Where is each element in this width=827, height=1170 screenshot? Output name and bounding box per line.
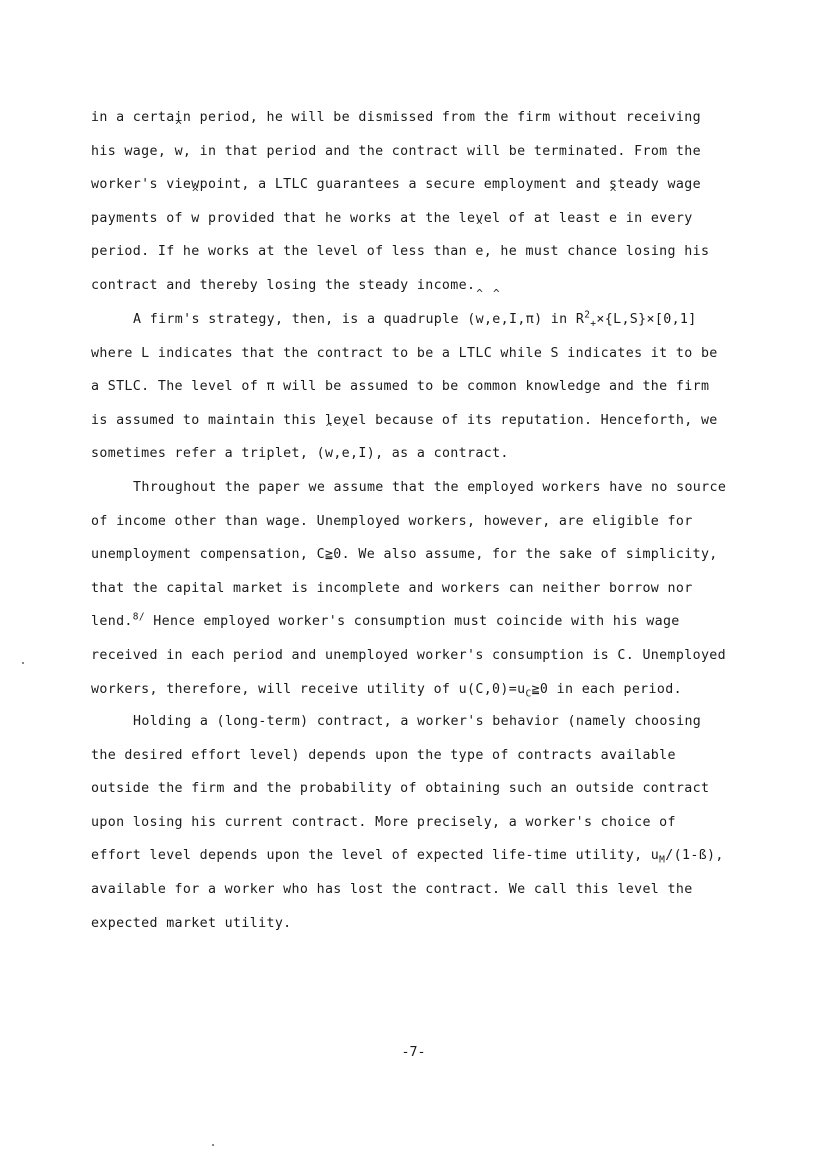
text-line: unemployment compensation, C≧0. We also assume, for the sake of simplicity, — [91, 547, 718, 563]
paragraph-firm-strategy — [91, 303, 741, 471]
paragraph-continuation — [91, 101, 741, 303]
text-line: workers, therefore, will receive utility of $u(C,0)=u_C≧0$ in each period. — [91, 681, 682, 700]
text-line: A firm's strategy, then, is a quadruple (^ w,^ e,I,π) in $R^2_+\times\{L,S\}\times[0,1]$ — [91, 303, 741, 337]
w-hat-symbol: ^ w — [476, 303, 484, 337]
text-line: outside the firm and the probability of obtaining such an outside contract — [91, 781, 710, 797]
w-hat-symbol: ^ w — [325, 437, 333, 471]
text-line: effort level depends upon the level of expected life-time utility, $u_M/(1-ß)$, — [91, 848, 724, 867]
superscript: 2 — [584, 309, 591, 321]
text-line: upon losing his current contract. More precisely, a worker's choice of — [91, 814, 676, 830]
text-line: period. If he works at the level of less than ^ e, he must chance losing his — [91, 235, 741, 269]
text-line: received in each period and unemployed worker's consumption is C. Unemployed — [91, 647, 727, 663]
footnote-marker: 8/ — [132, 611, 145, 623]
text-line: worker's viewpoint, a LTLC guarantees a secure employment and steady wage — [91, 177, 701, 193]
text-line: contract and thereby losing the steady income. — [91, 277, 476, 293]
subscript: C — [525, 688, 532, 700]
text-line: the desired effort level) depends upon the type of contracts available — [91, 747, 676, 763]
text-line: payments of ^ w provided that he works at the level of at least ^ e in every — [91, 202, 741, 236]
scan-speck — [22, 662, 24, 664]
text-line: that the capital market is incomplete and workers can neither borrow nor — [91, 580, 693, 596]
paragraph-assumptions — [91, 471, 741, 706]
w-hat-symbol: ^ w — [175, 135, 183, 169]
w-hat-symbol: ^ w — [191, 202, 199, 236]
text-line: expected market utility. — [91, 915, 292, 931]
text-line: lend.$^{8/}$ Hence employed worker's consumption must coincide with his wage — [91, 611, 680, 630]
text-line: Throughout the paper we assume that the employed workers have no source — [133, 480, 727, 495]
text-line: where L indicates that the contract to be a LTLC while S indicates it to be — [91, 345, 718, 361]
text-line: available for a worker who has lost the contract. We call this level the — [91, 881, 693, 897]
e-hat-symbol: ^ e — [342, 437, 350, 471]
text-line: Holding a (long-term) contract, a worker's behavior (namely choosing — [133, 714, 702, 729]
e-hat-symbol: ^ e — [475, 235, 483, 269]
scan-speck — [212, 1144, 214, 1146]
text-line: is assumed to maintain this level because of its reputation. Henceforth, we — [91, 412, 718, 428]
text-line: a STLC. The level of π will be assumed to be common knowledge and the firm — [91, 379, 710, 395]
subscript: M — [659, 855, 666, 867]
text-line: in a certain period, he will be dismissed from the firm without receiving — [91, 110, 701, 125]
e-hat-symbol: ^ e — [492, 303, 500, 337]
text-line: of income other than wage. Unemployed workers, however, are eligible for — [91, 513, 693, 529]
subscript: + — [590, 318, 597, 330]
page-number: -7- — [401, 1045, 426, 1060]
paragraph-worker-behavior — [91, 705, 741, 940]
text-line: his wage, ^ w, in that period and the contract will be terminated. From the — [91, 135, 741, 169]
text-line: sometimes refer a triplet, (^ w,^ e,I), as a contract. — [91, 437, 741, 471]
e-hat-symbol: ^ e — [609, 202, 617, 236]
